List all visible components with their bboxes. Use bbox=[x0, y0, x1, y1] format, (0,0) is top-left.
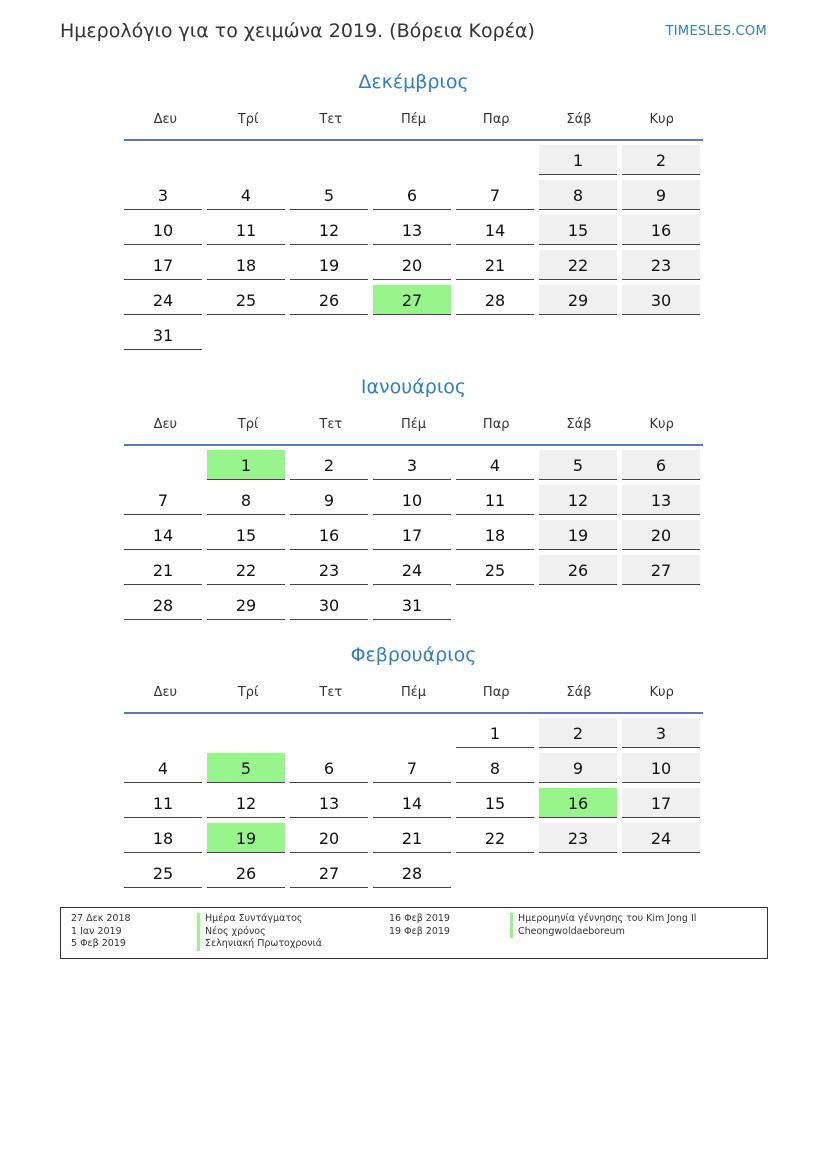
empty-cell bbox=[373, 145, 451, 175]
day-cell: 8 bbox=[456, 753, 534, 783]
day-cell: 20 bbox=[290, 823, 368, 853]
day-cell: 26 bbox=[207, 858, 285, 888]
legend-date: 16 Φεβ 2019 bbox=[389, 913, 450, 924]
empty-cell bbox=[290, 145, 368, 175]
day-cell: 18 bbox=[456, 520, 534, 550]
day-cell: 15 bbox=[207, 520, 285, 550]
empty-cell bbox=[373, 718, 451, 748]
brand-link[interactable]: TIMESLES.COM bbox=[665, 24, 767, 39]
legend-holiday-name: Νέος χρόνος bbox=[197, 926, 322, 939]
day-cell: 10 bbox=[124, 215, 202, 245]
day-cell: 26 bbox=[539, 555, 617, 585]
day-cell: 19 bbox=[290, 250, 368, 280]
day-cell: 14 bbox=[456, 215, 534, 245]
day-cell: 6 bbox=[622, 450, 700, 480]
weekday-sun: Κυρ bbox=[649, 111, 674, 127]
day-cell: 31 bbox=[373, 590, 451, 620]
empty-cell bbox=[456, 145, 534, 175]
day-cell: 7 bbox=[373, 753, 451, 783]
header-divider bbox=[124, 139, 703, 141]
day-cell: 18 bbox=[124, 823, 202, 853]
day-cell: 20 bbox=[373, 250, 451, 280]
day-cell: 16 bbox=[622, 215, 700, 245]
day-cell: 1 bbox=[456, 718, 534, 748]
day-cell: 19 bbox=[539, 520, 617, 550]
month-title: Δεκέμβριος bbox=[358, 71, 469, 93]
day-cell: 21 bbox=[124, 555, 202, 585]
weekday-fri: Παρ bbox=[482, 111, 510, 127]
day-cell: 20 bbox=[622, 520, 700, 550]
weekday-header bbox=[124, 408, 703, 440]
weekday-mon: Δευ bbox=[153, 111, 178, 127]
month-december bbox=[124, 67, 703, 350]
day-cell: 2 bbox=[539, 718, 617, 748]
weekday-sun: Κυρ bbox=[649, 684, 674, 700]
page-title: Ημερολόγιο για το χειμώνα 2019. (Βόρεια Κορέα) bbox=[60, 20, 535, 42]
empty-cell bbox=[290, 718, 368, 748]
day-cell: 15 bbox=[539, 215, 617, 245]
day-cell: 4 bbox=[456, 450, 534, 480]
weekday-fri: Παρ bbox=[482, 684, 510, 700]
legend-date: 1 Ιαν 2019 bbox=[71, 925, 122, 937]
weekday-sun: Κυρ bbox=[649, 416, 674, 432]
day-cell: 30 bbox=[290, 590, 368, 620]
day-cell: 2 bbox=[622, 145, 700, 175]
day-cell: 11 bbox=[456, 485, 534, 515]
weekday-wed: Τετ bbox=[319, 111, 343, 127]
day-cell: 13 bbox=[622, 485, 700, 515]
day-cell: 28 bbox=[124, 590, 202, 620]
month-title: Φεβρουάριος bbox=[350, 644, 477, 666]
days-grid bbox=[124, 145, 703, 350]
empty-cell bbox=[124, 718, 202, 748]
day-cell: 24 bbox=[124, 285, 202, 315]
legend-date: 19 Φεβ 2019 bbox=[389, 925, 450, 937]
header-divider bbox=[124, 444, 703, 446]
day-cell: 15 bbox=[456, 788, 534, 818]
day-cell: 7 bbox=[124, 485, 202, 515]
day-cell: 4 bbox=[124, 753, 202, 783]
weekday-sat: Σάβ bbox=[566, 684, 592, 700]
empty-cell bbox=[124, 145, 202, 175]
weekday-mon: Δευ bbox=[153, 416, 178, 432]
legend-date: 5 Φεβ 2019 bbox=[71, 938, 126, 949]
weekday-header bbox=[124, 103, 703, 135]
day-cell: 3 bbox=[622, 718, 700, 748]
day-cell: 12 bbox=[207, 788, 285, 818]
day-cell: 25 bbox=[124, 858, 202, 888]
days-grid bbox=[124, 718, 703, 888]
weekday-mon: Δευ bbox=[153, 684, 178, 700]
holiday-day-cell: 1 bbox=[207, 450, 285, 480]
day-cell: 25 bbox=[207, 285, 285, 315]
day-cell: 28 bbox=[456, 285, 534, 315]
weekday-thu: Πέμ bbox=[400, 111, 427, 127]
day-cell: 5 bbox=[539, 450, 617, 480]
legend-holiday-name: Σεληνιακή Πρωτοχρονιά bbox=[197, 938, 322, 951]
day-cell: 6 bbox=[290, 753, 368, 783]
day-cell: 16 bbox=[290, 520, 368, 550]
legend-holiday-name: Ημερομηνία γέννησης του Kim Jong Il bbox=[510, 913, 696, 926]
day-cell: 9 bbox=[290, 485, 368, 515]
day-cell: 23 bbox=[290, 555, 368, 585]
day-cell: 11 bbox=[124, 788, 202, 818]
weekday-sat: Σάβ bbox=[566, 111, 592, 127]
weekday-thu: Πέμ bbox=[400, 684, 427, 700]
day-cell: 2 bbox=[290, 450, 368, 480]
day-cell: 17 bbox=[622, 788, 700, 818]
holiday-day-cell: 16 bbox=[539, 788, 617, 818]
day-cell: 27 bbox=[622, 555, 700, 585]
day-cell: 9 bbox=[539, 753, 617, 783]
day-cell: 17 bbox=[373, 520, 451, 550]
day-cell: 18 bbox=[207, 250, 285, 280]
day-cell: 6 bbox=[373, 180, 451, 210]
day-cell: 12 bbox=[290, 215, 368, 245]
day-cell: 3 bbox=[373, 450, 451, 480]
day-cell: 25 bbox=[456, 555, 534, 585]
day-cell: 22 bbox=[207, 555, 285, 585]
weekday-sat: Σάβ bbox=[566, 416, 592, 432]
day-cell: 13 bbox=[373, 215, 451, 245]
day-cell: 24 bbox=[622, 823, 700, 853]
day-cell: 29 bbox=[539, 285, 617, 315]
day-cell: 27 bbox=[290, 858, 368, 888]
day-cell: 7 bbox=[456, 180, 534, 210]
day-cell: 13 bbox=[290, 788, 368, 818]
weekday-tue: Τρί bbox=[237, 684, 259, 700]
legend-names-left bbox=[197, 913, 322, 951]
day-cell: 10 bbox=[373, 485, 451, 515]
empty-cell bbox=[207, 145, 285, 175]
weekday-tue: Τρί bbox=[237, 416, 259, 432]
weekday-wed: Τετ bbox=[319, 416, 343, 432]
day-cell: 23 bbox=[622, 250, 700, 280]
month-title: Ιανουάριος bbox=[360, 376, 467, 398]
holiday-day-cell: 19 bbox=[207, 823, 285, 853]
holiday-legend bbox=[60, 907, 768, 959]
empty-cell bbox=[124, 450, 202, 480]
day-cell: 3 bbox=[124, 180, 202, 210]
weekday-header bbox=[124, 676, 703, 708]
day-cell: 14 bbox=[124, 520, 202, 550]
weekday-thu: Πέμ bbox=[400, 416, 427, 432]
day-cell: 28 bbox=[373, 858, 451, 888]
legend-holiday-name: Cheongwoldaeboreum bbox=[510, 926, 696, 939]
day-cell: 8 bbox=[539, 180, 617, 210]
day-cell: 12 bbox=[539, 485, 617, 515]
weekday-tue: Τρί bbox=[237, 111, 259, 127]
legend-dates-right bbox=[389, 913, 450, 938]
day-cell: 1 bbox=[539, 145, 617, 175]
day-cell: 22 bbox=[456, 823, 534, 853]
day-cell: 30 bbox=[622, 285, 700, 315]
weekday-wed: Τετ bbox=[319, 684, 343, 700]
day-cell: 11 bbox=[207, 215, 285, 245]
weekday-fri: Παρ bbox=[482, 416, 510, 432]
empty-cell bbox=[207, 718, 285, 748]
day-cell: 8 bbox=[207, 485, 285, 515]
day-cell: 21 bbox=[373, 823, 451, 853]
month-february bbox=[124, 640, 703, 888]
legend-date: 27 Δεκ 2018 bbox=[71, 913, 131, 924]
day-cell: 26 bbox=[290, 285, 368, 315]
day-cell: 14 bbox=[373, 788, 451, 818]
day-cell: 29 bbox=[207, 590, 285, 620]
days-grid bbox=[124, 450, 703, 620]
day-cell: 24 bbox=[373, 555, 451, 585]
day-cell: 31 bbox=[124, 320, 202, 350]
day-cell: 22 bbox=[539, 250, 617, 280]
day-cell: 23 bbox=[539, 823, 617, 853]
day-cell: 17 bbox=[124, 250, 202, 280]
legend-holiday-name: Ημέρα Συντάγματος bbox=[197, 913, 322, 926]
day-cell: 4 bbox=[207, 180, 285, 210]
day-cell: 5 bbox=[290, 180, 368, 210]
legend-names-right bbox=[510, 913, 696, 938]
legend-dates-left bbox=[71, 913, 131, 951]
holiday-day-cell: 27 bbox=[373, 285, 451, 315]
day-cell: 10 bbox=[622, 753, 700, 783]
month-january bbox=[124, 372, 703, 620]
header-divider bbox=[124, 712, 703, 714]
day-cell: 21 bbox=[456, 250, 534, 280]
holiday-day-cell: 5 bbox=[207, 753, 285, 783]
day-cell: 9 bbox=[622, 180, 700, 210]
